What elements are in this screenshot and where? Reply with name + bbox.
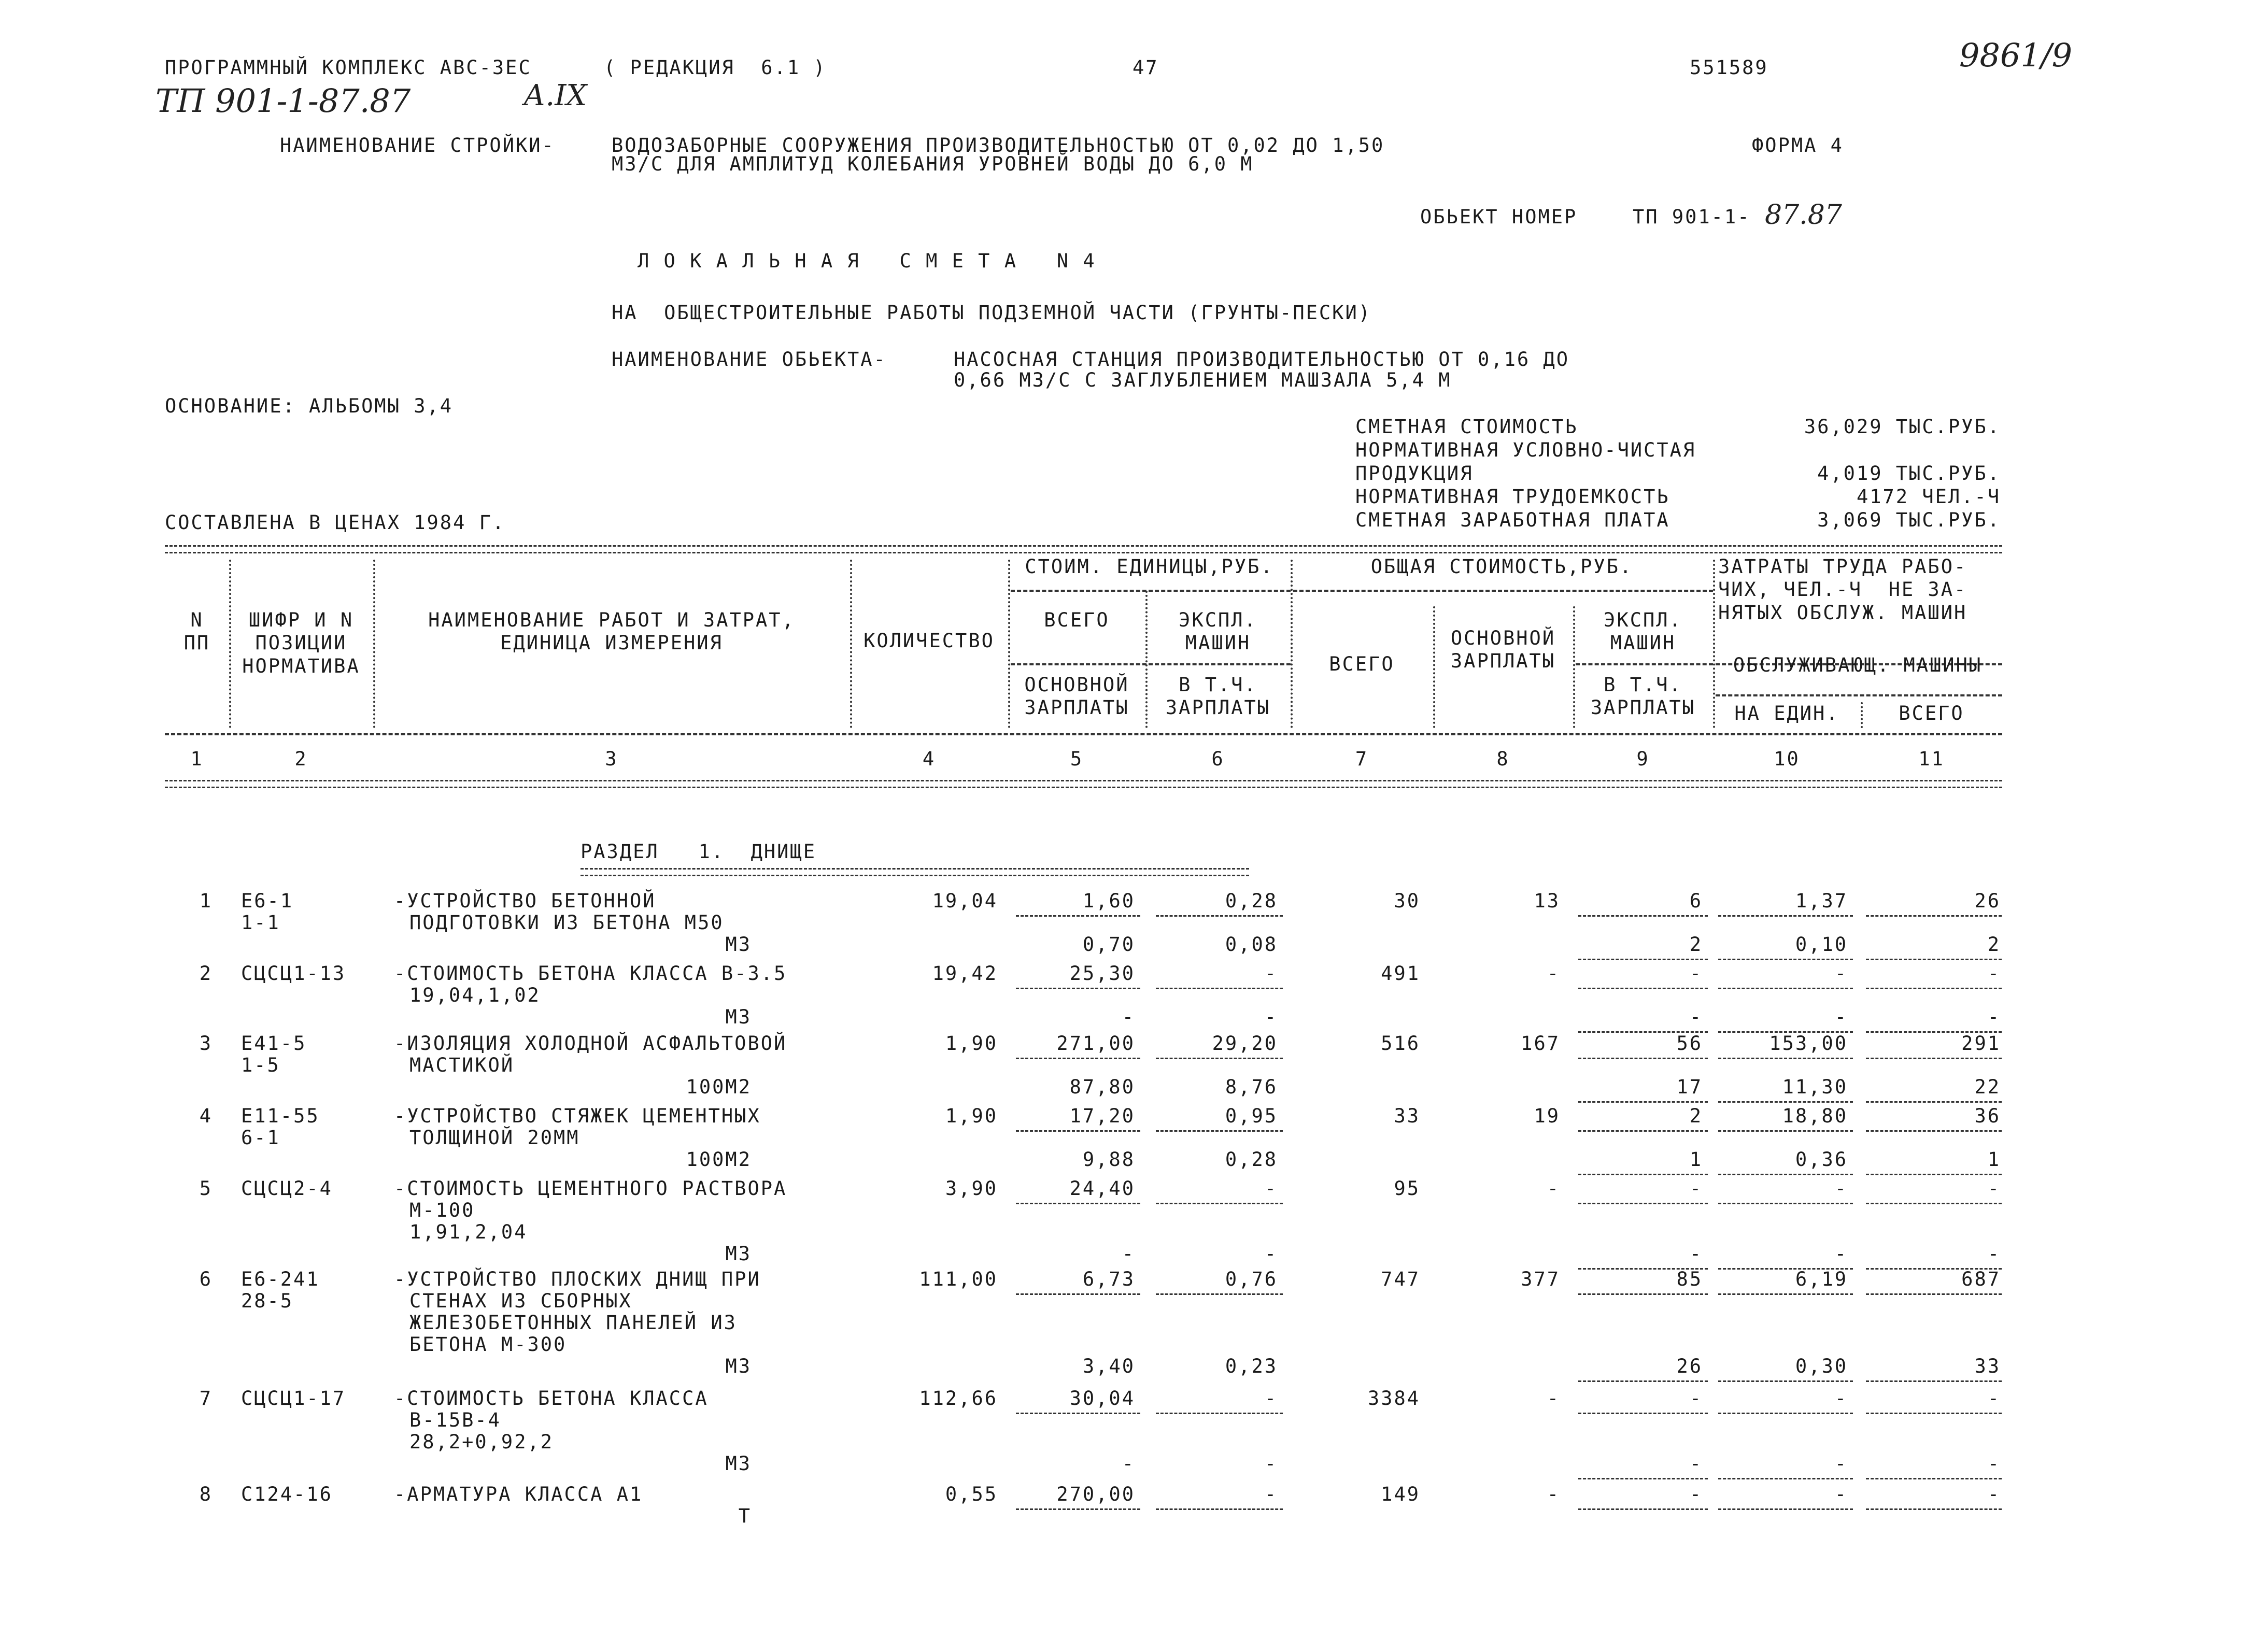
cell-c10: 1,37 [1795, 890, 1848, 912]
header-subrule [1576, 663, 1713, 665]
cell-rule [1866, 988, 2002, 989]
page-number: 47 [1133, 56, 1159, 79]
cell-c5b: 3,40 [1082, 1355, 1135, 1377]
row-name-line: -УСТРОЙСТВО СТЯЖЕК ЦЕМЕНТНЫХ [394, 1105, 761, 1127]
object-number-value: ТП 901-1- [1633, 206, 1751, 228]
cell-qty: 111,00 [919, 1268, 998, 1290]
cell-rule [1016, 1293, 1140, 1295]
cell-c10: 6,19 [1795, 1268, 1848, 1290]
cell-rule [1718, 1174, 1853, 1175]
cell-rule [1718, 1293, 1853, 1295]
cell-rule [1156, 988, 1283, 989]
cell-rule [1578, 1380, 1708, 1382]
cell-c6: - [1264, 1387, 1278, 1409]
cell-c11: 36 [1974, 1105, 2001, 1127]
row-name-line: МАСТИКОЙ [409, 1054, 515, 1076]
row-code-sub: 28-5 [241, 1290, 294, 1312]
cell-c8: 377 [1521, 1268, 1560, 1290]
cell-c8: - [1547, 1177, 1560, 1200]
cell-c8: 19 [1534, 1105, 1560, 1127]
section-underline [581, 868, 1249, 876]
col-number: 4 [922, 748, 936, 770]
cell-rule [1718, 1058, 1853, 1059]
cell-rule [1016, 1058, 1140, 1059]
row-unit: М3 [725, 1006, 752, 1028]
cell-c11b: - [1987, 1452, 2001, 1475]
cell-c7: 516 [1381, 1032, 1420, 1055]
cell-c6b: 0,08 [1225, 933, 1278, 956]
cell-c9: 85 [1676, 1268, 1703, 1290]
cell-rule [1578, 1413, 1708, 1414]
summary-value: 4,019 ТЫС.РУБ. [1817, 462, 2001, 485]
cell-rule [1866, 1413, 2002, 1414]
prices-note: СОСТАВЛЕНА В ЦЕНАХ 1984 Г. [165, 511, 506, 534]
cell-c5: 6,73 [1082, 1268, 1135, 1290]
cell-c6: - [1264, 962, 1278, 985]
edition: ( РЕДАКЦИЯ 6.1 ) [604, 56, 827, 79]
summary-label: НОРМАТИВНАЯ УСЛОВНО-ЧИСТАЯ [1355, 439, 1696, 461]
row-number: 8 [199, 1483, 213, 1505]
cell-c7: 33 [1394, 1105, 1420, 1127]
row-code: СЦСЦ1-17 [241, 1387, 346, 1409]
cell-c5b: 9,88 [1082, 1148, 1135, 1171]
col-header-unit-mach-wage: В Т.Ч. ЗАРПЛАТЫ [1165, 674, 1271, 719]
cell-c9b: - [1689, 1243, 1703, 1265]
cell-rule [1156, 1130, 1283, 1132]
col-header-total-wage: ОСНОВНОЙ ЗАРПЛАТЫ [1450, 627, 1556, 673]
row-unit: 100М2 [686, 1076, 752, 1098]
cell-c9b: - [1689, 1452, 1703, 1475]
object-line-1: НАСОСНАЯ СТАНЦИЯ ПРОИЗВОДИТЕЛЬНОСТЬЮ ОТ 0,16 ДО [954, 348, 1569, 371]
cell-c8: - [1547, 1483, 1560, 1505]
cell-c7: 95 [1394, 1177, 1420, 1200]
cell-rule [1016, 1130, 1140, 1132]
cell-rule [1718, 915, 1853, 917]
row-unit: Т [738, 1505, 752, 1527]
header-rule [165, 780, 2002, 788]
row-code: С124-16 [241, 1483, 333, 1505]
column-divider [1291, 560, 1293, 728]
cell-c6: - [1264, 1483, 1278, 1505]
row-name-line: ЖЕЛЕЗОБЕТОННЫХ ПАНЕЛЕЙ ИЗ [409, 1312, 737, 1334]
cell-c10b: - [1834, 1243, 1848, 1265]
cell-c9b: 2 [1689, 933, 1703, 956]
handwritten-project: ТП 901-1-87.87 [155, 82, 411, 120]
cell-rule [1866, 1101, 2002, 1103]
cell-c9: 6 [1689, 890, 1703, 912]
object-line-2: 0,66 М3/С С ЗАГЛУБЛЕНИЕМ МАШЗАЛА 5,4 М [954, 369, 1452, 391]
cell-c9: - [1689, 1483, 1703, 1505]
col-header-labor-unit: НА ЕДИН. [1734, 702, 1839, 724]
row-number: 2 [199, 962, 213, 985]
col-number: 2 [294, 748, 308, 770]
cell-rule [1866, 1380, 2002, 1382]
handwritten-album: А.IX [523, 79, 587, 112]
header-subrule [1011, 590, 1291, 592]
cell-rule [1578, 1508, 1708, 1510]
row-code-sub: 1-1 [241, 912, 280, 934]
cell-c6: 0,76 [1225, 1268, 1278, 1290]
cell-c9: - [1689, 962, 1703, 985]
cell-rule [1578, 988, 1708, 989]
cell-c5: 1,60 [1082, 890, 1135, 912]
construction-label: НАИМЕНОВАНИЕ СТРОЙКИ- [280, 134, 555, 156]
col-header-code: ШИФР И N ПОЗИЦИИ НОРМАТИВА [242, 609, 360, 677]
row-name-line: 1,91,2,04 [409, 1221, 528, 1243]
row-code: СЦСЦ2-4 [241, 1177, 333, 1200]
cell-c11b: - [1987, 1006, 2001, 1028]
cell-rule [1156, 1508, 1283, 1510]
col-number: 10 [1774, 748, 1800, 770]
cell-rule [1866, 915, 2002, 917]
row-unit: М3 [725, 1355, 752, 1377]
cell-rule [1718, 1203, 1853, 1204]
object-label: НАИМЕНОВАНИЕ ОБЬЕКТА- [612, 348, 887, 371]
cell-c5b: - [1122, 1452, 1135, 1475]
cell-qty: 1,90 [945, 1032, 998, 1055]
row-number: 6 [199, 1268, 213, 1290]
cell-rule [1578, 959, 1708, 960]
summary-label: НОРМАТИВНАЯ ТРУДОЕМКОСТЬ [1355, 486, 1670, 508]
object-number-hand: 87.87 [1765, 200, 1842, 231]
col-header-unit-total: ВСЕГО [1044, 609, 1110, 631]
cell-rule [1578, 1101, 1708, 1103]
col-header-labor-total: ВСЕГО [1899, 702, 1964, 724]
col-header-n: N ПП [183, 609, 210, 654]
cell-rule [1156, 1413, 1283, 1414]
row-code: СЦСЦ1-13 [241, 962, 346, 985]
summary-value: 3,069 ТЫС.РУБ. [1817, 509, 2001, 531]
row-name-line: -УСТРОЙСТВО БЕТОННОЙ [394, 890, 656, 912]
cell-c5: 270,00 [1056, 1483, 1135, 1505]
summary-label: ПРОДУКЦИЯ [1355, 462, 1474, 485]
cell-rule [1718, 1413, 1853, 1414]
row-unit: М3 [725, 933, 752, 956]
doc-code: 551589 [1690, 56, 1768, 79]
cell-c10b: 11,30 [1782, 1076, 1848, 1098]
cell-c10: - [1834, 962, 1848, 985]
col-header-unit-mach: ЭКСПЛ. МАШИН [1179, 609, 1257, 654]
row-number: 3 [199, 1032, 213, 1055]
cell-rule [1866, 1478, 2002, 1479]
cell-c7: 747 [1381, 1268, 1420, 1290]
row-name-line: -СТОИМОСТЬ ЦЕМЕНТНОГО РАСТВОРА [394, 1177, 787, 1200]
cell-c6b: 0,28 [1225, 1148, 1278, 1171]
row-name-line: -УСТРОЙСТВО ПЛОСКИХ ДНИЩ ПРИ [394, 1268, 761, 1290]
row-name-line: -ИЗОЛЯЦИЯ ХОЛОДНОЙ АСФАЛЬТОВОЙ [394, 1032, 787, 1055]
cell-qty: 19,04 [932, 890, 998, 912]
row-name-line: М-100 [409, 1199, 475, 1221]
summary-label: СМЕТНАЯ ЗАРАБОТНАЯ ПЛАТА [1355, 509, 1670, 531]
cell-c5: 271,00 [1056, 1032, 1135, 1055]
cell-c10: 153,00 [1769, 1032, 1848, 1055]
col-header-unit-wage: ОСНОВНОЙ ЗАРПЛАТЫ [1024, 674, 1129, 719]
row-name-line: 28,2+0,92,2 [409, 1431, 554, 1453]
cell-qty: 1,90 [945, 1105, 998, 1127]
col-number: 8 [1496, 748, 1510, 770]
section-title: РАЗДЕЛ 1. ДНИЩЕ [581, 841, 816, 863]
cell-c11b: 33 [1974, 1355, 2001, 1377]
cell-rule [1578, 1478, 1708, 1479]
cell-c9b: - [1689, 1006, 1703, 1028]
construction-line-2: М3/С ДЛЯ АМПЛИТУД КОЛЕБАНИЯ УРОВНЕЙ ВОДЫ ДО 6,0 М [612, 153, 1254, 175]
cell-c11b: 1 [1987, 1148, 2001, 1171]
cell-c9b: 17 [1676, 1076, 1703, 1098]
cell-rule [1578, 1293, 1708, 1295]
row-code-sub: 6-1 [241, 1127, 280, 1149]
construction-line-1: ВОДОЗАБОРНЫЕ СООРУЖЕНИЯ ПРОИЗВОДИТЕЛЬНОСТЬЮ ОТ 0,02 ДО 1,50 [612, 134, 1385, 156]
row-name-line: -СТОИМОСТЬ БЕТОНА КЛАССА В-3.5 [394, 962, 787, 985]
program-name: ПРОГРАММНЫЙ КОМПЛЕКС АВС-3ЕС [165, 56, 532, 79]
doc-title: Л О К А Л Ь Н А Я С М Е Т А N 4 [638, 250, 1096, 272]
cell-c9b: 26 [1676, 1355, 1703, 1377]
cell-rule [1578, 915, 1708, 917]
cell-rule [1156, 1203, 1283, 1204]
object-number-label: ОБЬЕКТ НОМЕР [1420, 206, 1578, 228]
col-number: 11 [1918, 748, 1945, 770]
cell-c11b: 2 [1987, 933, 2001, 956]
col-header-labor: ЗАТРАТЫ ТРУДА РАБО- ЧИХ, ЧЕЛ.-Ч НЕ ЗА- НЯТЫХ ОБСЛУЖ. МАШИН [1718, 556, 1967, 624]
col-header-total-cost: ОБЩАЯ СТОИМОСТЬ,РУБ. [1370, 556, 1633, 578]
col-header-qty: КОЛИЧЕСТВО [863, 630, 995, 652]
row-name-line: -СТОИМОСТЬ БЕТОНА КЛАССА [394, 1387, 709, 1409]
row-unit: М3 [725, 1452, 752, 1475]
cell-rule [1718, 959, 1853, 960]
cell-rule [1866, 1203, 2002, 1204]
cell-c5: 30,04 [1069, 1387, 1135, 1409]
col-number: 9 [1636, 748, 1650, 770]
cell-c10: - [1834, 1177, 1848, 1200]
cell-c5b: 0,70 [1082, 933, 1135, 956]
cell-qty: 19,42 [932, 962, 998, 985]
cell-c10: - [1834, 1387, 1848, 1409]
cell-rule [1718, 1380, 1853, 1382]
cell-c6b: 8,76 [1225, 1076, 1278, 1098]
row-name-line: -АРМАТУРА КЛАССА А1 [394, 1483, 643, 1505]
row-name-line: БЕТОНА М-300 [409, 1333, 567, 1356]
cell-c5b: 87,80 [1069, 1076, 1135, 1098]
cell-c11: 291 [1961, 1032, 2001, 1055]
form-label: ФОРМА 4 [1752, 134, 1844, 156]
row-code: Е11-55 [241, 1105, 320, 1127]
cell-c9: - [1689, 1177, 1703, 1200]
cell-c11: - [1987, 1177, 2001, 1200]
cell-c8: - [1547, 962, 1560, 985]
header-subrule [1716, 694, 2002, 696]
cell-c10b: 0,36 [1795, 1148, 1848, 1171]
row-code: Е6-241 [241, 1268, 320, 1290]
col-header-unit-cost: СТОИМ. ЕДИНИЦЫ,РУБ. [1025, 556, 1274, 578]
cell-c10: 18,80 [1782, 1105, 1848, 1127]
cell-c10b: 0,10 [1795, 933, 1848, 956]
cell-rule [1866, 1508, 2002, 1510]
cell-rule [1578, 1203, 1708, 1204]
cell-rule [1016, 1508, 1140, 1510]
cell-c11b: - [1987, 1243, 2001, 1265]
cell-c6: - [1264, 1177, 1278, 1200]
cell-c10b: - [1834, 1452, 1848, 1475]
cell-c6b: 0,23 [1225, 1355, 1278, 1377]
cell-c5: 17,20 [1069, 1105, 1135, 1127]
summary-value: 4172 ЧЕЛ.-Ч [1856, 486, 2001, 508]
cell-c11: - [1987, 962, 2001, 985]
cell-rule [1578, 1058, 1708, 1059]
col-header-total-all: ВСЕГО [1329, 653, 1395, 675]
row-number: 5 [199, 1177, 213, 1200]
row-unit: 100М2 [686, 1148, 752, 1171]
cell-c7: 491 [1381, 962, 1420, 985]
cell-c6: 0,28 [1225, 890, 1278, 912]
cell-qty: 0,55 [945, 1483, 998, 1505]
summary-label: СМЕТНАЯ СТОИМОСТЬ [1355, 416, 1578, 438]
cell-c11: - [1987, 1387, 2001, 1409]
cell-c8: 13 [1534, 890, 1560, 912]
cell-c5b: - [1122, 1243, 1135, 1265]
cell-rule [1718, 1101, 1853, 1103]
col-number: 5 [1070, 748, 1084, 770]
row-name-line: В-15В-4 [409, 1409, 501, 1431]
cell-qty: 3,90 [945, 1177, 998, 1200]
cell-c5b: - [1122, 1006, 1135, 1028]
col-number: 7 [1355, 748, 1369, 770]
cell-c10b: 0,30 [1795, 1355, 1848, 1377]
header-rule [165, 545, 2002, 553]
cell-c11: - [1987, 1483, 2001, 1505]
cell-rule [1866, 1130, 2002, 1132]
cell-c9: 2 [1689, 1105, 1703, 1127]
row-code: Е6-1 [241, 890, 294, 912]
col-header-name: НАИМЕНОВАНИЕ РАБОТ И ЗАТРАТ, ЕДИНИЦА ИЗМЕРЕНИЯ [428, 609, 795, 654]
row-code: Е41-5 [241, 1032, 307, 1055]
cell-c6b: - [1264, 1006, 1278, 1028]
cell-rule [1016, 915, 1140, 917]
cell-rule [1156, 1293, 1283, 1295]
col-number: 1 [190, 748, 204, 770]
cell-c6b: - [1264, 1243, 1278, 1265]
summary-value: 36,029 ТЫС.РУБ. [1804, 416, 2001, 438]
header-subrule [1293, 590, 1713, 592]
row-number: 1 [199, 890, 213, 912]
cell-c9: - [1689, 1387, 1703, 1409]
cell-rule [1718, 1478, 1853, 1479]
cell-rule [1156, 1058, 1283, 1059]
doc-subtitle: НА ОБЩЕСТРОИТЕЛЬНЫЕ РАБОТЫ ПОДЗЕМНОЙ ЧАСТИ (ГРУНТЫ-ПЕСКИ) [612, 302, 1372, 324]
cell-rule [1718, 1508, 1853, 1510]
cell-rule [1866, 1058, 2002, 1059]
cell-c11b: 22 [1974, 1076, 2001, 1098]
cell-c7: 3384 [1367, 1387, 1420, 1409]
cell-rule [1718, 988, 1853, 989]
cell-rule [1016, 1413, 1140, 1414]
cell-rule [1866, 1293, 2002, 1295]
col-number: 6 [1211, 748, 1225, 770]
row-name-line: 19,04,1,02 [409, 984, 541, 1006]
cell-rule [1718, 1130, 1853, 1132]
row-name-line: СТЕНАХ ИЗ СБОРНЫХ [409, 1290, 632, 1312]
cell-c5: 25,30 [1069, 962, 1135, 985]
cell-c10b: - [1834, 1006, 1848, 1028]
cell-rule [1578, 1174, 1708, 1175]
col-header-total-mach: ЭКСПЛ. МАШИН [1604, 609, 1682, 654]
col-header-total-mach-wage: В Т.Ч. ЗАРПЛАТЫ [1590, 674, 1696, 719]
header-subrule [1011, 663, 1291, 665]
cell-c6b: - [1264, 1452, 1278, 1475]
row-code-sub: 1-5 [241, 1054, 280, 1076]
cell-rule [1578, 1130, 1708, 1132]
basis: ОСНОВАНИЕ: АЛЬБОМЫ 3,4 [165, 395, 454, 417]
col-number: 3 [605, 748, 618, 770]
cell-c7: 149 [1381, 1483, 1420, 1505]
handwritten-code: 9861/9 [1959, 36, 2073, 74]
cell-rule [1866, 959, 2002, 960]
row-number: 4 [199, 1105, 213, 1127]
cell-qty: 112,66 [919, 1387, 998, 1409]
cell-rule [1156, 915, 1283, 917]
cell-rule [1016, 988, 1140, 989]
col-header-labor-sub: ОБСЛУЖИВАЮЩ. МАШИНЫ [1733, 654, 1983, 676]
cell-rule [1016, 1203, 1140, 1204]
cell-c9: 56 [1676, 1032, 1703, 1055]
cell-c8: - [1547, 1387, 1560, 1409]
row-unit: М3 [725, 1243, 752, 1265]
cell-c11: 26 [1974, 890, 2001, 912]
row-name-line: ПОДГОТОВКИ ИЗ БЕТОНА М50 [409, 912, 724, 934]
cell-c7: 30 [1394, 890, 1420, 912]
cell-c11: 687 [1961, 1268, 2001, 1290]
cell-c6: 29,20 [1212, 1032, 1278, 1055]
row-name-line: ТОЛЩИНОЙ 20ММ [409, 1127, 580, 1149]
cell-c9b: 1 [1689, 1148, 1703, 1171]
cell-c8: 167 [1521, 1032, 1560, 1055]
cell-rule [1866, 1174, 2002, 1175]
cell-c5: 24,40 [1069, 1177, 1135, 1200]
row-number: 7 [199, 1387, 213, 1409]
cell-c6: 0,95 [1225, 1105, 1278, 1127]
cell-c10: - [1834, 1483, 1848, 1505]
header-rule [165, 733, 2002, 735]
